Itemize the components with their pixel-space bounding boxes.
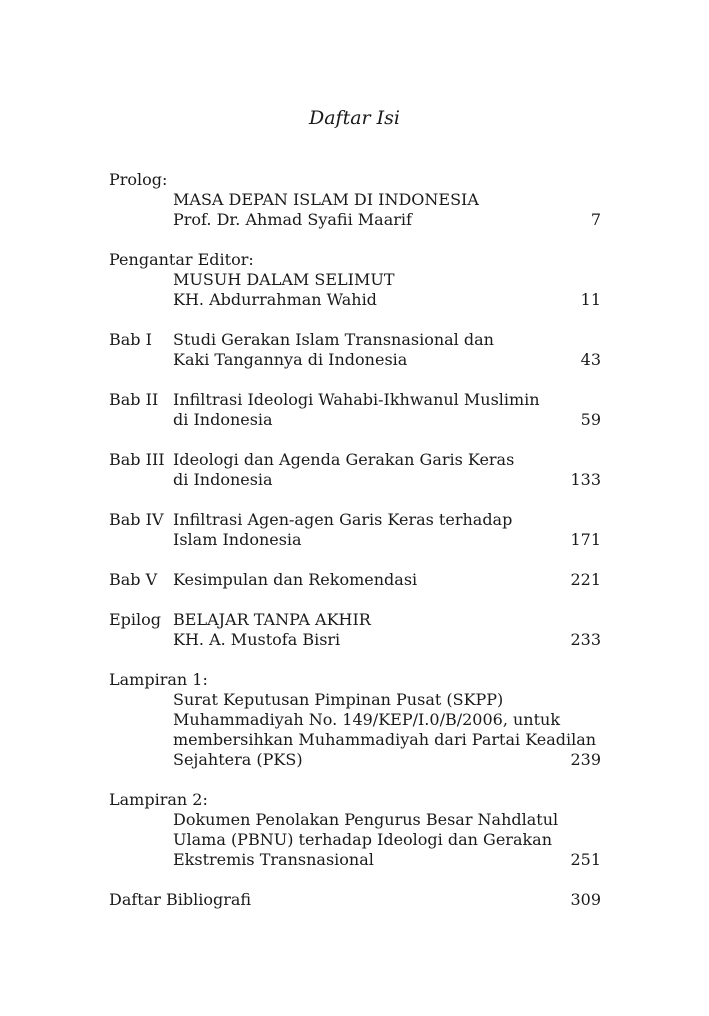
toc-entry-title: Daftar Bibliografi bbox=[109, 890, 252, 909]
toc-entry-title-cont: membersihkan Muhammadiyah dari Partai Keadilan bbox=[173, 730, 597, 749]
toc-entry-title: Ideologi dan Agenda Gerakan Garis Keras bbox=[173, 450, 515, 469]
toc-chapter-label: Bab IV bbox=[109, 510, 164, 529]
toc-page-number: 221 bbox=[570, 570, 601, 589]
toc-page-number: 251 bbox=[570, 850, 601, 869]
toc-entry-title-cont: Muhammadiyah No. 149/KEP/I.0/B/2006, untuk bbox=[173, 710, 561, 729]
toc-entry-title-cont: Kaki Tangannya di Indonesia bbox=[173, 350, 408, 369]
toc-entry-bab-5 bbox=[109, 570, 601, 590]
toc-chapter-label: Bab II bbox=[109, 390, 159, 409]
toc-page-number: 7 bbox=[590, 210, 601, 229]
toc-entry-title-cont: Islam Indonesia bbox=[173, 530, 302, 549]
toc-entry-pengantar-editor bbox=[109, 250, 601, 310]
toc-entry-title-cont: Ekstremis Transnasional bbox=[173, 850, 374, 869]
toc-entry-header: Prolog: bbox=[109, 170, 168, 189]
toc-page-number: 11 bbox=[580, 290, 601, 309]
toc-entry-author: Prof. Dr. Ahmad Syafii Maarif bbox=[173, 210, 412, 229]
toc-entry-lampiran-2 bbox=[109, 790, 601, 870]
toc-entry-header: Lampiran 1: bbox=[109, 670, 208, 689]
toc-entry-bab-4 bbox=[109, 510, 601, 550]
toc-entry-header: Pengantar Editor: bbox=[109, 250, 254, 269]
toc-entry-title: MUSUH DALAM SELIMUT bbox=[173, 270, 395, 289]
toc-entry-bab-3 bbox=[109, 450, 601, 490]
toc-page-number: 239 bbox=[570, 750, 601, 769]
toc-page-number: 171 bbox=[570, 530, 601, 549]
toc-page-number: 43 bbox=[580, 350, 601, 369]
toc-entry-title: BELAJAR TANPA AKHIR bbox=[173, 610, 371, 629]
toc-entry-title: Infiltrasi Agen-agen Garis Keras terhadap bbox=[173, 510, 513, 529]
table-of-contents bbox=[109, 170, 601, 930]
toc-chapter-label: Epilog bbox=[109, 610, 162, 629]
toc-entry-prolog bbox=[109, 170, 601, 230]
toc-page-number: 59 bbox=[580, 410, 601, 429]
page-title: Daftar Isi bbox=[308, 107, 400, 129]
toc-entry-bibliografi bbox=[109, 890, 601, 910]
toc-entry-epilog bbox=[109, 610, 601, 650]
toc-entry-title: Infiltrasi Ideologi Wahabi-Ikhwanul Muslimin bbox=[173, 390, 540, 409]
toc-entry-title: Studi Gerakan Islam Transnasional dan bbox=[173, 330, 494, 349]
toc-page-number: 233 bbox=[570, 630, 601, 649]
toc-entry-title-cont: di Indonesia bbox=[173, 470, 273, 489]
toc-page-number: 309 bbox=[570, 890, 601, 909]
toc-entry-title: MASA DEPAN ISLAM DI INDONESIA bbox=[173, 190, 479, 209]
toc-entry-bab-1 bbox=[109, 330, 601, 370]
toc-entry-title-cont: di Indonesia bbox=[173, 410, 273, 429]
toc-entry-header: Lampiran 2: bbox=[109, 790, 208, 809]
toc-entry-title-cont: Ulama (PBNU) terhadap Ideologi dan Gerakan bbox=[173, 830, 553, 849]
toc-entry-title: Dokumen Penolakan Pengurus Besar Nahdlatul bbox=[173, 810, 559, 829]
toc-entry-author: KH. Abdurrahman Wahid bbox=[173, 290, 377, 309]
toc-entry-author: KH. A. Mustofa Bisri bbox=[173, 630, 341, 649]
toc-entry-lampiran-1 bbox=[109, 670, 601, 770]
toc-entry-bab-2 bbox=[109, 390, 601, 430]
toc-page-number: 133 bbox=[570, 470, 601, 489]
toc-entry-title: Surat Keputusan Pimpinan Pusat (SKPP) bbox=[173, 690, 504, 709]
toc-entry-title: Kesimpulan dan Rekomendasi bbox=[173, 570, 418, 589]
toc-chapter-label: Bab V bbox=[109, 570, 158, 589]
toc-chapter-label: Bab I bbox=[109, 330, 152, 349]
toc-chapter-label: Bab III bbox=[109, 450, 165, 469]
toc-entry-title-cont: Sejahtera (PKS) bbox=[173, 750, 303, 769]
